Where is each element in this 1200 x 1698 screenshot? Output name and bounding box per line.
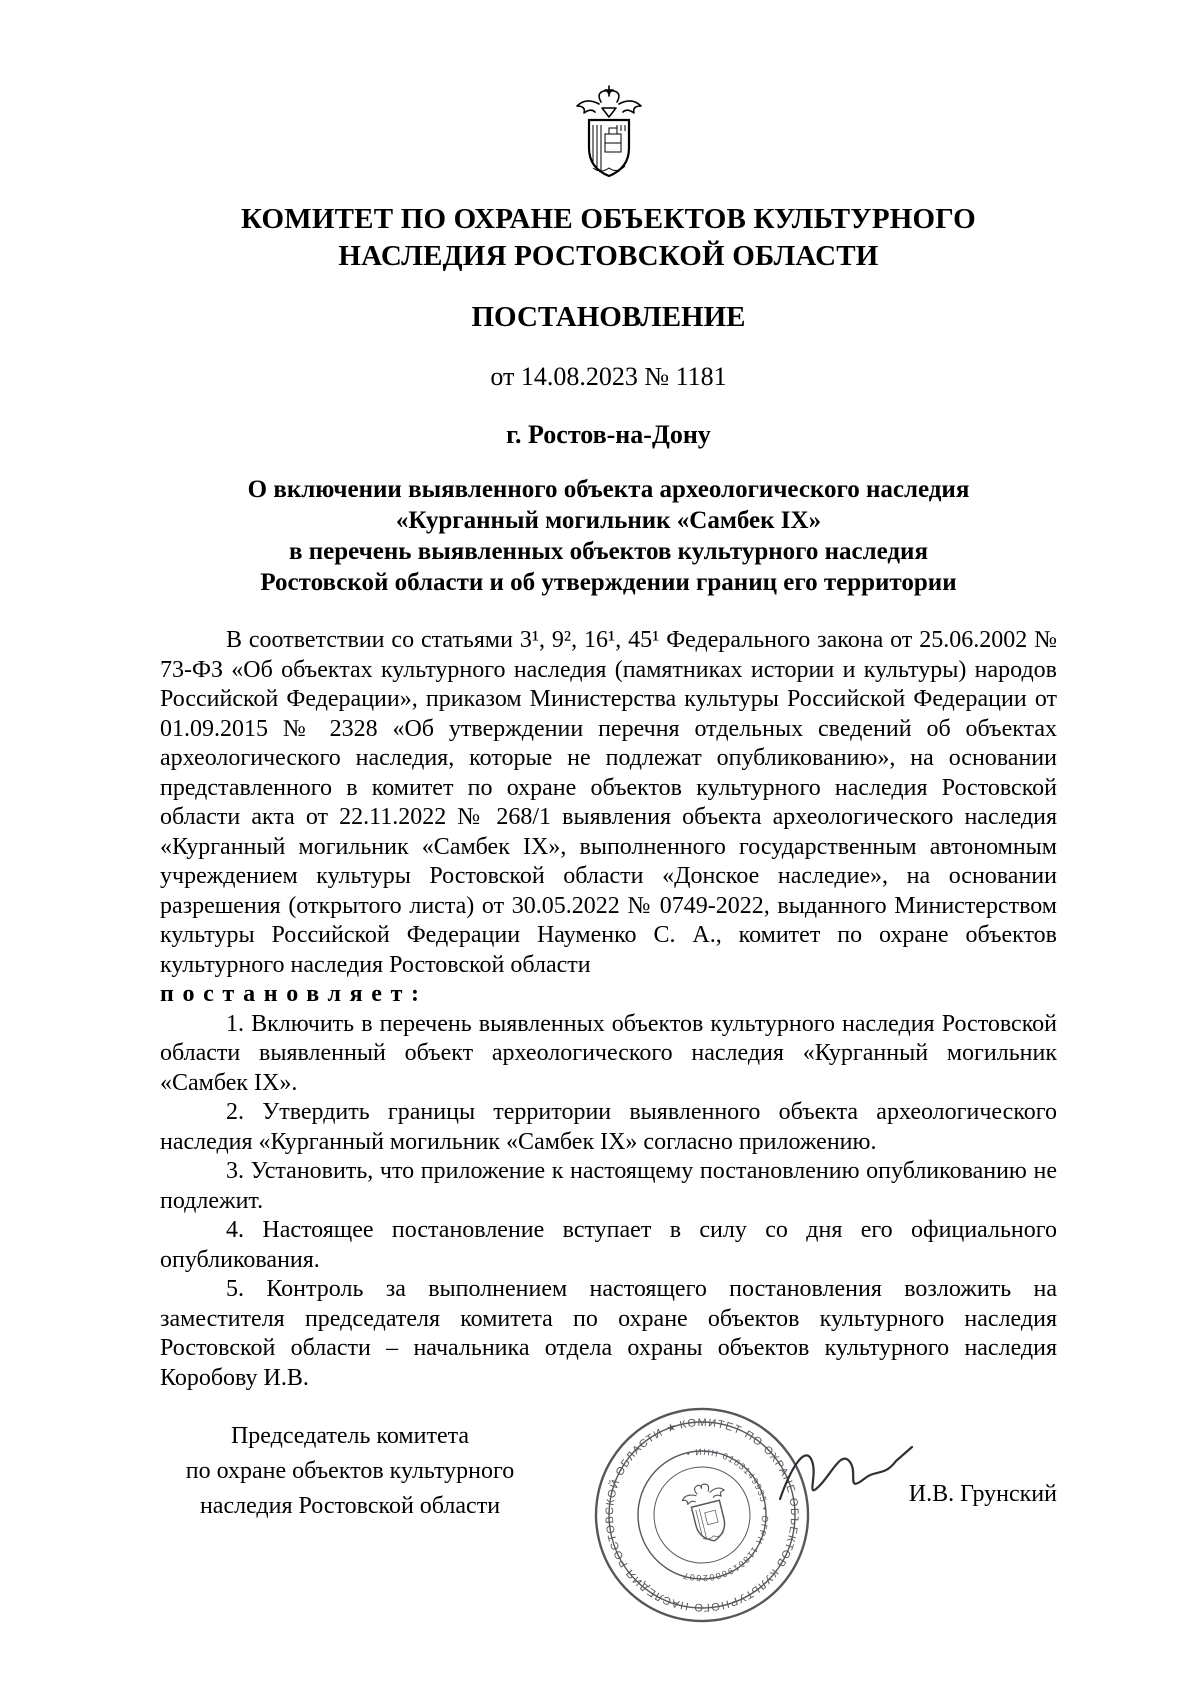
signer-position-line-2: по охране объектов культурного [185, 1458, 515, 1484]
city-line: г. Ростов-на-Дону [506, 420, 711, 449]
subject-line-2: «Курганный могильник «Самбек IX» [395, 507, 822, 534]
resolves-word: постановляет: [160, 981, 428, 1007]
signer-position [160, 1419, 540, 1524]
item-4: 4. Настоящее постановление вступает в силу со дня его официального опубликования. [160, 1217, 1057, 1273]
svg-text:• ИНН 6163149935 • ОГРН 118619 [651, 1433, 785, 1590]
subject-line-1: О включении выявленного объекта археологического наследия [247, 476, 970, 503]
item-1: 1. Включить в перечень выявленных объектов культурного наследия Ростовской области выявленный объект археологического наследия «Курганный могильник «Самбек IX». [160, 1010, 1057, 1096]
item-5: 5. Контроль за выполнением настоящего постановления возложить на заместителя председателя комитета по охране объектов культурного наследия Ростовской области – начальника отдела охраны объектов культурного наследия Коробову И.В. [160, 1276, 1057, 1391]
signer-name: И.В. Грунский [908, 1481, 1057, 1507]
date-and-number: от 14.08.2023 № 1181 [490, 362, 727, 391]
org-name-line-1: КОМИТЕТ ПО ОХРАНЕ ОБЪЕКТОВ КУЛЬТУРНОГО [241, 203, 976, 235]
coat-of-arms-wrap [160, 80, 1057, 189]
signer-position-line-3: наследия Ростовской области [199, 1493, 501, 1519]
body-text [160, 626, 1057, 1393]
intro-paragraph: В соответствии со статьями 3¹, 9², 16¹, 45¹ Федерального закона от 25.06.2002 № 73-ФЗ «Об объектах культурного наследия (памятниках истории и культуры) народов Российской Федерации», приказом Министерства культуры Российской Федерации от 01.09.2015 № 2328 «Об утверждении перечня отдельных сведений об объектах археологического наследия, которые не подлежат опубликованию», на основании представленного в комитет по охране объектов культурного наследия Ростовской области акта от 22.11.2022 № 268/1 выявления объекта археологического наследия «Курганный могильник «Самбек IX», выполненного государственным автономным учреждением культуры Ростовской области «Донское наследие», на основании разрешения (открытого листа) от 30.05.2022 № 0749-2022, выданного Министерством культуры Российской Федерации Науменко С. А., комитет по охране объектов культурного наследия Ростовской области [160, 627, 1057, 978]
signer-position-line-1: Председатель комитета [230, 1423, 470, 1449]
subject-line-4: Ростовской области и об утверждении границ его территории [260, 569, 957, 596]
item-2: 2. Утвердить границы территории выявленного объекта археологического наследия «Курганный могильник «Самбек IX» согласно приложению. [160, 1099, 1057, 1155]
signature-block [0, 1407, 1200, 1698]
stamp-inner-ring-text: • ИНН 6163149935 • ОГРН 1186196002607 [680, 1446, 771, 1584]
stamp-center-coat-of-arms-icon [680, 1480, 736, 1546]
stamp-outer-ring-text: КОМИТЕТ ПО ОХРАНЕ ОБЪЕКТОВ КУЛЬТУРНОГО НАСЛЕДИЯ РОСТОВСКОЙ ОБЛАСТИ ★ [603, 1416, 801, 1614]
handwritten-signature [772, 1435, 922, 1525]
item-3: 3. Установить, что приложение к настоящему постановлению опубликованию не подлежит. [160, 1158, 1057, 1214]
org-name-line-2: НАСЛЕДИЯ РОСТОВСКОЙ ОБЛАСТИ [338, 240, 879, 272]
subject-line-3: в перечень выявленных объектов культурного наследия [289, 538, 928, 565]
document-type-heading: ПОСТАНОВЛЕНИЕ [471, 301, 746, 333]
rostov-coat-of-arms-icon [559, 80, 659, 184]
org-name [160, 201, 1057, 275]
subject-heading [160, 474, 1057, 598]
